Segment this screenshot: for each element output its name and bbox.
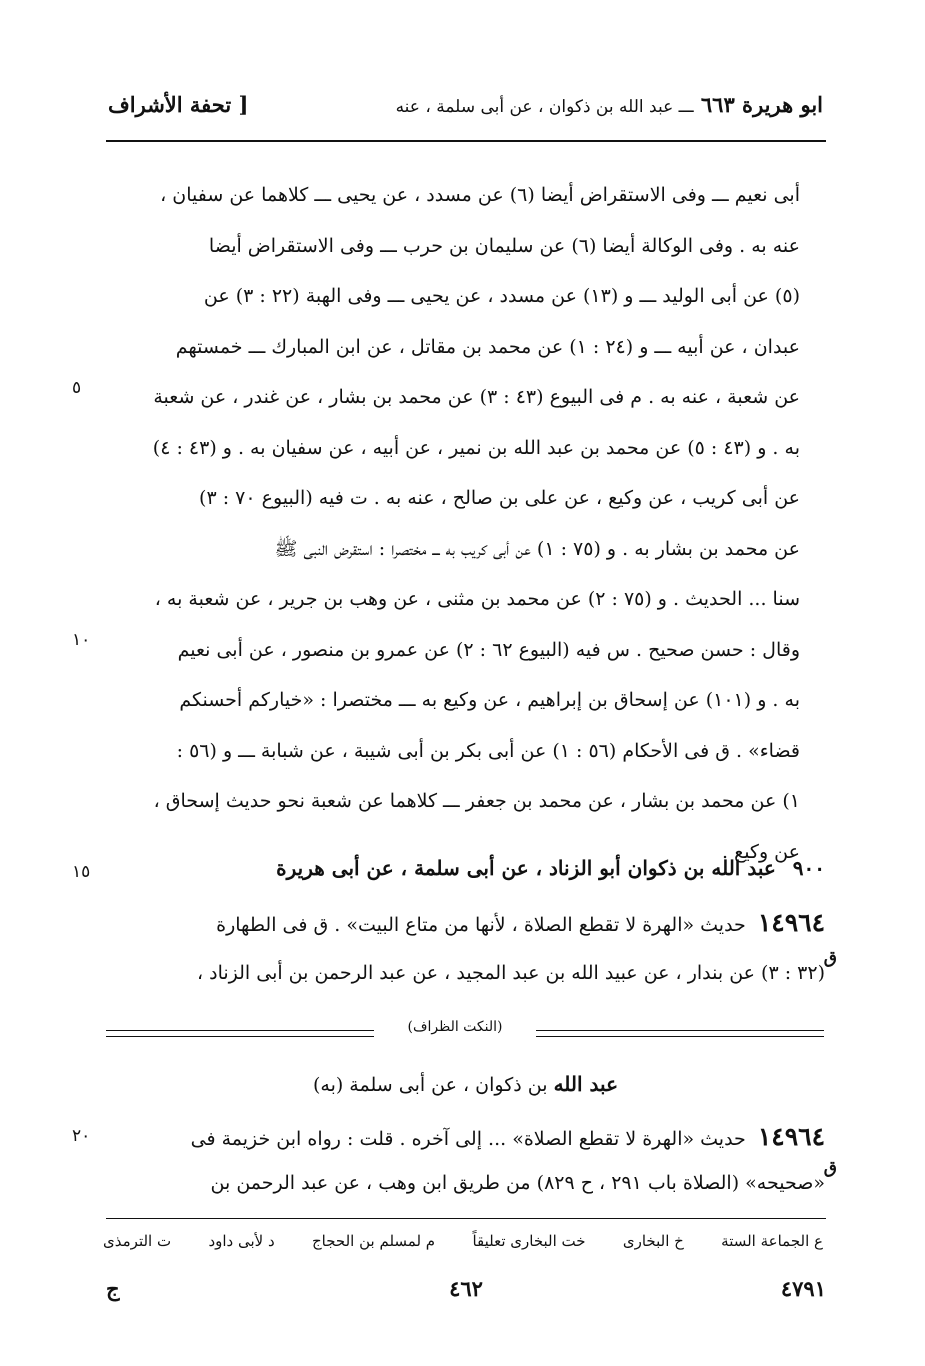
note-entry-continuation: [103, 1158, 837, 1194]
note-entry: [103, 1122, 825, 1151]
note-entry-line: «صحيحه» (الصلاة باب ٢٩١ ، ح ٨٢٩) من طريق ابن وهب ، عن عبد الرحمن بن: [210, 1172, 825, 1194]
text-line: به . و (١٠١) عن إسحاق بن إبراهيم ، عن وكيع به ـــ مختصرا : «خياركم أحسنكم: [179, 689, 800, 711]
hadith-entry-line: حديث «الهرة لا تقطع الصلاة ، لأنها من متاع البيت» . ق فى الطهارة: [216, 914, 746, 936]
text-line: وقال : حسن صحيح . س فيه (البيوع ٦٢ : ٢) عن عمرو بن منصور ، عن أبى نعيم: [177, 638, 800, 661]
text-line: عبدان ، عن أبيه ـــ و (٢٤ : ١) عن محمد بن مقاتل ، عن ابن المبارك ـــ خمستهم: [175, 335, 800, 358]
running-title: [396, 92, 823, 117]
subtitle-bold: عبد الله: [553, 1072, 619, 1096]
line-number-5: ٥: [72, 378, 82, 398]
serial-number: ٤٧٩١: [780, 1276, 826, 1301]
hadith-entry-continuation: [103, 948, 837, 984]
subtitle-rest: بن ذكوان ، عن أبى سلمة (به): [312, 1074, 548, 1096]
section-heading: [103, 856, 825, 880]
text-line: عن وكيع .: [722, 840, 800, 863]
notes-subtitle: [108, 1072, 823, 1096]
page-number: ٤٦٢: [449, 1276, 483, 1301]
text-line: سنا ... الحديث . و (٧٥ : ٢) عن محمد بن مثنى ، عن وهب بن جرير ، عن شعبة به ،: [154, 588, 800, 610]
text-line: قضاء» . ق فى الأحكام (٥٦ : ١) عن أبى بكر بن أبى شيبة ، عن شبابة ـــ و (٥٦ :: [176, 739, 800, 762]
note-number: ١٤٩٦٤: [757, 1122, 825, 1151]
text-line: أبى نعيم ـــ وفى الاستقراض أيضا (٦) عن مسدد ، عن يحيى ـــ كلاهما عن سفيان ،: [160, 184, 800, 206]
divider-rule-right: [536, 1030, 824, 1037]
text-line: عن شعبة ، عنه به . م فى البيوع (٤٣ : ٣) عن محمد بن بشار ، عن غندر ، عن شعبة: [153, 386, 800, 408]
page-footer: [106, 1276, 826, 1316]
abbreviation-key: [103, 1232, 823, 1250]
book-marker: ق: [823, 948, 837, 968]
section-index: ٩٠٠: [792, 856, 825, 880]
hadith-number: ١٤٩٦٤: [757, 908, 825, 937]
hadith-entry: [103, 908, 825, 937]
divider-rule-left: [106, 1030, 374, 1037]
line-number-20: ٢٠: [72, 1126, 91, 1146]
text-line: عنه به . وفى الوكالة أيضا (٦) عن سليمان بن حرب ـــ وفى الاستقراض أيضا: [208, 234, 800, 257]
abbrev-item: خت البخارى تعليقاً: [472, 1232, 586, 1250]
abbrev-item: ت الترمذى: [103, 1232, 172, 1250]
running-title-sub: ـــ عبد الله بن ذكوان ، عن أبى سلمة ، عنه: [395, 97, 694, 117]
signature-mark: ج: [106, 1276, 120, 1301]
running-header: [108, 92, 823, 132]
abbrev-item: خ البخارى: [622, 1232, 684, 1250]
text-line: ١) عن محمد بن بشار ، عن محمد بن جعفر ـــ كلاهما عن شعبة نحو حديث إسحاق ،: [153, 790, 800, 812]
text-line: به . و (٤٣ : ٥) عن محمد بن عبد الله بن نمير ، عن أبيه ، عن سفيان به . و (٤٣ : ٤): [152, 436, 800, 459]
abbrev-item: م لمسلم بن الحجاج: [311, 1232, 436, 1250]
text-line: عن أبى كريب ، عن وكيع ، عن على بن صالح ، عنه به . ت فيه (البيوع ٧٠ : ٣): [199, 487, 800, 509]
hadith-entry-line: (٣٢ : ٣) عن بندار ، عن عبيد الله بن عبد المجيد ، عن عبد الرحمن بن أبى الزناد ،: [196, 962, 825, 984]
line-number-10: ١٠: [72, 630, 91, 650]
divider-label: (النكت الظراف): [407, 1019, 503, 1035]
abbrev-item: ع الجماعة الستة: [721, 1232, 823, 1250]
line-number-15: ١٥: [72, 862, 91, 882]
abbrev-item: د لأبى داود: [208, 1232, 275, 1250]
note-entry-line: حديث «الهرة لا تقطع الصلاة» ... إلى آخره . قلت : رواه ابن خزيمة فى: [190, 1128, 746, 1150]
text-line: عن محمد بن بشار به . و (٧٥ : ١) عن أبى كريب به ـــ مختصرا : استقرض النبى ﷺ: [274, 537, 800, 560]
text-line: (٥) عن أبى الوليد ـــ و (١٣) عن مسدد ، عن يحيى ـــ وفى الهبة (٢٢ : ٣) عن: [203, 285, 800, 307]
header-rule: [106, 140, 826, 142]
section-divider: [106, 1019, 824, 1039]
main-text-block: [108, 170, 800, 877]
footer-rule: [106, 1218, 826, 1219]
running-title-bold: ابو هريرة ٦٦٣: [700, 92, 823, 117]
book-title: [ تحفة الأشراف: [108, 92, 249, 117]
section-title: عبد الله بن ذكوان أبو الزناد ، عن أبى سلمة ، عن أبى هريرة: [276, 856, 776, 880]
note-book-marker: ق: [823, 1158, 837, 1178]
